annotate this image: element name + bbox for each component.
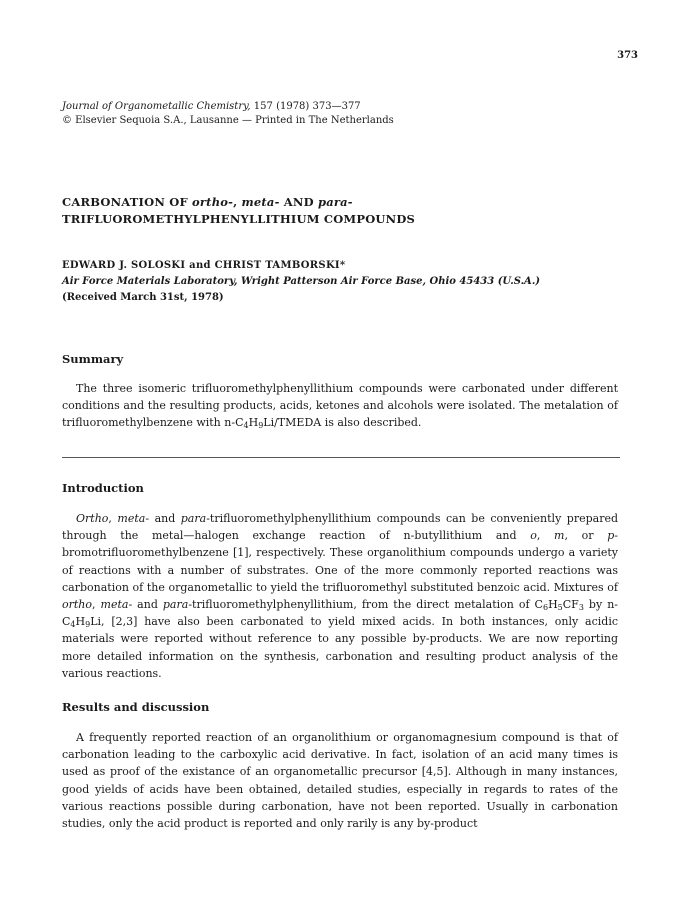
summary-tail: Li/TMEDA is also described. [263,416,422,430]
summary-text: The three isomeric trifluoromethylphenyllithium compounds were carbonated under different conditions and the resulting products, acids, ketones and alcohols were isolated. The metalation of trifluoromethylbenzene with $n-C_4H_9Li$/TMEDA is also described. [62,382,618,431]
title-para: para- [317,195,353,209]
text-run: , [108,512,118,525]
summary-sentence: The three isomeric trifluoromethylphenyllithium compounds were carbonated under different conditions and the resulting products, acids, ketones and alcohols were isolated. The metalation of trifluoromethylbenzene with [62,382,618,430]
text-italic: m [554,529,565,543]
title-sep: , [233,195,242,209]
title-and: AND [279,195,318,209]
subscript: 3 [578,603,584,613]
subscript: 5 [557,603,563,613]
text-italic: para [162,598,189,612]
text-italic: o [530,529,537,543]
text-run: , [536,529,555,543]
publisher-line: © Elsevier Sequoia S.A., Lausanne — Printed in The Netherlands [62,115,394,126]
text-italic: p [607,529,615,543]
formula-part: n-C [224,416,244,430]
subscript: 6 [542,603,549,613]
author-names: EDWARD J. SOLOSKI and CHRIST TAMBORSKI* [62,260,346,271]
article-title [62,194,415,228]
title-ortho: ortho- [192,195,234,209]
text-run: - and [128,598,163,612]
introduction-heading: Introduction [62,481,144,495]
subscript: 4 [243,421,249,431]
text-run: CF [562,598,579,612]
text-run: by n-C [62,598,619,629]
author-block [62,258,540,306]
text-run: -trifluoromethylphenyllithium, from the direct metalation of C [188,598,543,612]
results-heading: Results and discussion [62,700,210,714]
journal-citation: 157 (1978) 373—377 [253,101,361,112]
section-divider [62,457,620,458]
journal-name: Journal of Organometallic Chemistry, [62,101,251,112]
text-italic: ortho [62,598,93,612]
received-date: (Received March 31st, 1978) [62,292,224,303]
subscript: 4 [70,620,76,630]
text-run: Li, [2,3] have also been carbonated to yield mixed acids. In both instances, only acidic materials were reported without reference to any possible by-products. We are now reporting more detailed information on the synthesis, carbonation and resulting product analysis of the various reactions. [62,615,618,680]
author-affiliation: Air Force Materials Laboratory, Wright Patterson Air Force Base, Ohio 45433 (U.S.A.) [62,276,541,287]
text-italic: meta [117,512,146,525]
text-run: , or [564,529,608,543]
text-run: , [92,598,101,612]
text-italic: Ortho [76,512,109,525]
results-paragraph: A frequently reported reaction of an organolithium or organomagnesium compound is that of carbonation leading to the carboxylic acid derivative. In fact, isolation of an acid many times is used as proof of the existance of an organometallic precursor [4,5]. Although in many instances, good yields of acids have been obtained, detailed studies, especially in regards to rates of the various reactions possible during carbonation, have not been reported. Usually in carbonation studies, only the acid product is reported and only rarily is any by-product [62,731,618,831]
title-meta: meta- [241,195,280,209]
text-italic: meta [100,598,129,612]
subscript: 9 [85,620,91,630]
text-run: - and [145,512,181,525]
introduction-text: Ortho, meta- and para-trifluoromethylphenyllithium compounds can be conveniently prepared through the metal—halogen exchange reaction of n-butyllithium and o, m, or p-bromotrifluoromethylbenzene [1], respectively. These organolithium compounds undergo a variety of reactions with a number of substrates. One of the more commonly reported reactions was carbonation of the organometallic to yield the trifluoromethyl substituted benzoic acid. Mixtures of ortho, meta- and para-trifluoromethylphenyllithium, from the direct metalation of $C_6H_5CF_3$ by $n-C_4H_9Li$, [2,3] have also been carbonated to yield mixed acids. In both instances, only acidic materials were reported without reference to any possible by-products. We are now reporting more detailed information on the synthesis, carbonation and resulting product analysis of the various reactions. [62,512,619,680]
title-part: CARBONATION OF [62,195,193,209]
page-number: 373 [617,50,638,61]
text-run: -bromotrifluoromethylbenzene [1], respectively. These organolithium compounds undergo a variety of reactions with a number of substrates. One of the more commonly reported reactions was carbonation of the organometallic to yield the trifluoromethyl substituted benzoic acid. Mixtures of [62,529,618,594]
text-run: -trifluoromethylphenyllithium compounds can be conveniently prepared through the metal—halogen exchange reaction of n-butyllithium and [62,512,619,543]
subscript: 9 [258,421,264,431]
results-text [62,729,618,832]
title-line-2: TRIFLUOROMETHYLPHENYLLITHIUM COMPOUNDS [62,212,416,226]
text-italic: para [180,512,207,525]
journal-reference [62,100,394,128]
summary-heading: Summary [62,352,124,366]
